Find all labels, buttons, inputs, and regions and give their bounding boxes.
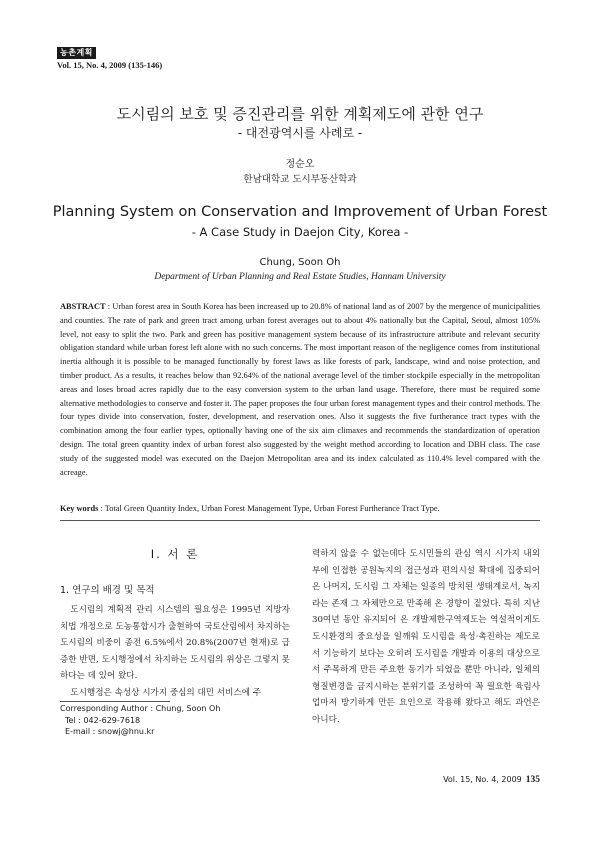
paragraph: 도시림의 계획적 관리 시스템의 필요성은 1995년 지방자치법 개정으로 도농통합시가 출현하여 국토산림에서 차지하는 도시림의 비중이 종전 6.5%에서 20.8%(2007년 현재)로 급증한 반면, 도시행정에서 차지하는 도시림의 위상은 그렇지 못하다는 데 있어 왔다. (60, 605, 290, 682)
english-subtitle: - A Case Study in Daejon City, Korea - (191, 225, 409, 239)
corresponding-author: Corresponding Author : Chung, Soon Oh (60, 704, 221, 713)
page-footer (443, 775, 540, 785)
english-author: Chung, Soon Oh (259, 257, 341, 268)
korean-affiliation: 한남대학교 도시부동산학과 (243, 174, 357, 185)
paragraph: 도시행정은 속성상 시가지 중심의 대민 서비스에 주 (70, 687, 262, 698)
journal-volume: Vol. 15, No. 4, 2009 (135-146) (57, 60, 163, 70)
footer-journal-ref: Vol. 15, No. 4, 2009 (443, 775, 522, 784)
telephone: Tel : 042-629-7618 (65, 715, 141, 725)
paragraph: 력하지 않을 수 없는데다 도시민들의 관심 역시 시가지 내외부에 인접한 공원녹지의 접근성과 편의시설 확대에 집중되어 온 나머지, 도시림 그 자체는 일종의 방치된 생태계로서, 녹지라는 존재 그 자체만으로 만족해 온 경향이 짙었다. 특히 지난 30여년 동안 유지되어 온 개발제한구역제도는 역설적이게도 도시환경의 중요성을 일깨워 도시림을 육성·촉진하는 제도로서 기능하기 보다는 오히려 도시림을 개발과 이용의 대상으로서 주목하게 만든 주요한 동기가 되었을 뿐만 아니라, 일체의 형질변경을 금지시하는 분위기를 조성하여 꼭 필요한 육림사업마저 방기하게 만든 요인으로 작용해 왔다고 해도 과언은 아니다. (312, 549, 540, 725)
keywords-label: Key words (60, 504, 99, 513)
page-number: 135 (525, 775, 540, 785)
abstract (60, 300, 540, 479)
section-heading: Ⅰ. 서 론 (150, 547, 200, 561)
footnote-divider (60, 701, 170, 702)
email: E-mail : snowj@hnu.kr (65, 727, 155, 736)
korean-title: 도시림의 보호 및 증진관리를 위한 계획제도에 관한 연구 (116, 105, 484, 123)
left-column (60, 602, 290, 702)
korean-author: 정순오 (285, 159, 315, 170)
english-title: Planning System on Conservation and Improvement of Urban Forest (52, 204, 548, 220)
journal-logo: 농촌계획 (57, 47, 96, 59)
abstract-text: : Urban forest area in South Korea has been increased up to 20.8% of national land as of 2007 by the mergence of municipalities and counties. The rate of park and green tract among urban forest averages out to about 4% nationally but the Capital, Seoul, almost 105% level, not easy to split the two. Park and green has positive management system because of its infrastructure attribute and relevant security obligation standard while urban forest left alone with no such concerns. The most important reason of the negligence comes from institutional inertia although it is possible to be managed functionally by forest laws as like forests of park, landscape, wind and noise protection, and timber product. As a results, it reaches below than 92.64% of the national average level of the timber stockpile especially in the metropolitan areas and loses broad acres rapidly due to the easy conversion system to the urban land usage. Therefore, there must be required some alternative methodologies to conserve and foster it. The paper proposes the four urban forest management types and their control methods. The four types divide into conservation, foster, development, and reservation ones. Also it suggests the five furtherance tract types with the combination among the four earlier types, optionally having one of the six aim climaxes and recommends the standardization of operation design. The total green quantity index of urban forest also suggested by the weight method according to location and DBH class. The case study of the suggested model was executed on the Daejon Metropolitan area and its index calculated as 110.4% level compared with the acreage. (60, 302, 541, 477)
divider (60, 520, 540, 521)
english-affiliation: Department of Urban Planning and Real Estate Studies, Hannam University (154, 272, 446, 282)
keywords-text: : Total Green Quantity Index, Urban Forest Management Type, Urban Forest Furtherance Tract Type. (100, 504, 440, 513)
right-column (312, 546, 540, 729)
subsection-heading: 1. 연구의 배경 및 목적 (60, 585, 155, 596)
keywords (60, 504, 540, 513)
abstract-label: ABSTRACT (60, 302, 106, 311)
korean-subtitle: - 대전광역시를 사례로 - (237, 126, 363, 140)
footnote (60, 703, 220, 738)
